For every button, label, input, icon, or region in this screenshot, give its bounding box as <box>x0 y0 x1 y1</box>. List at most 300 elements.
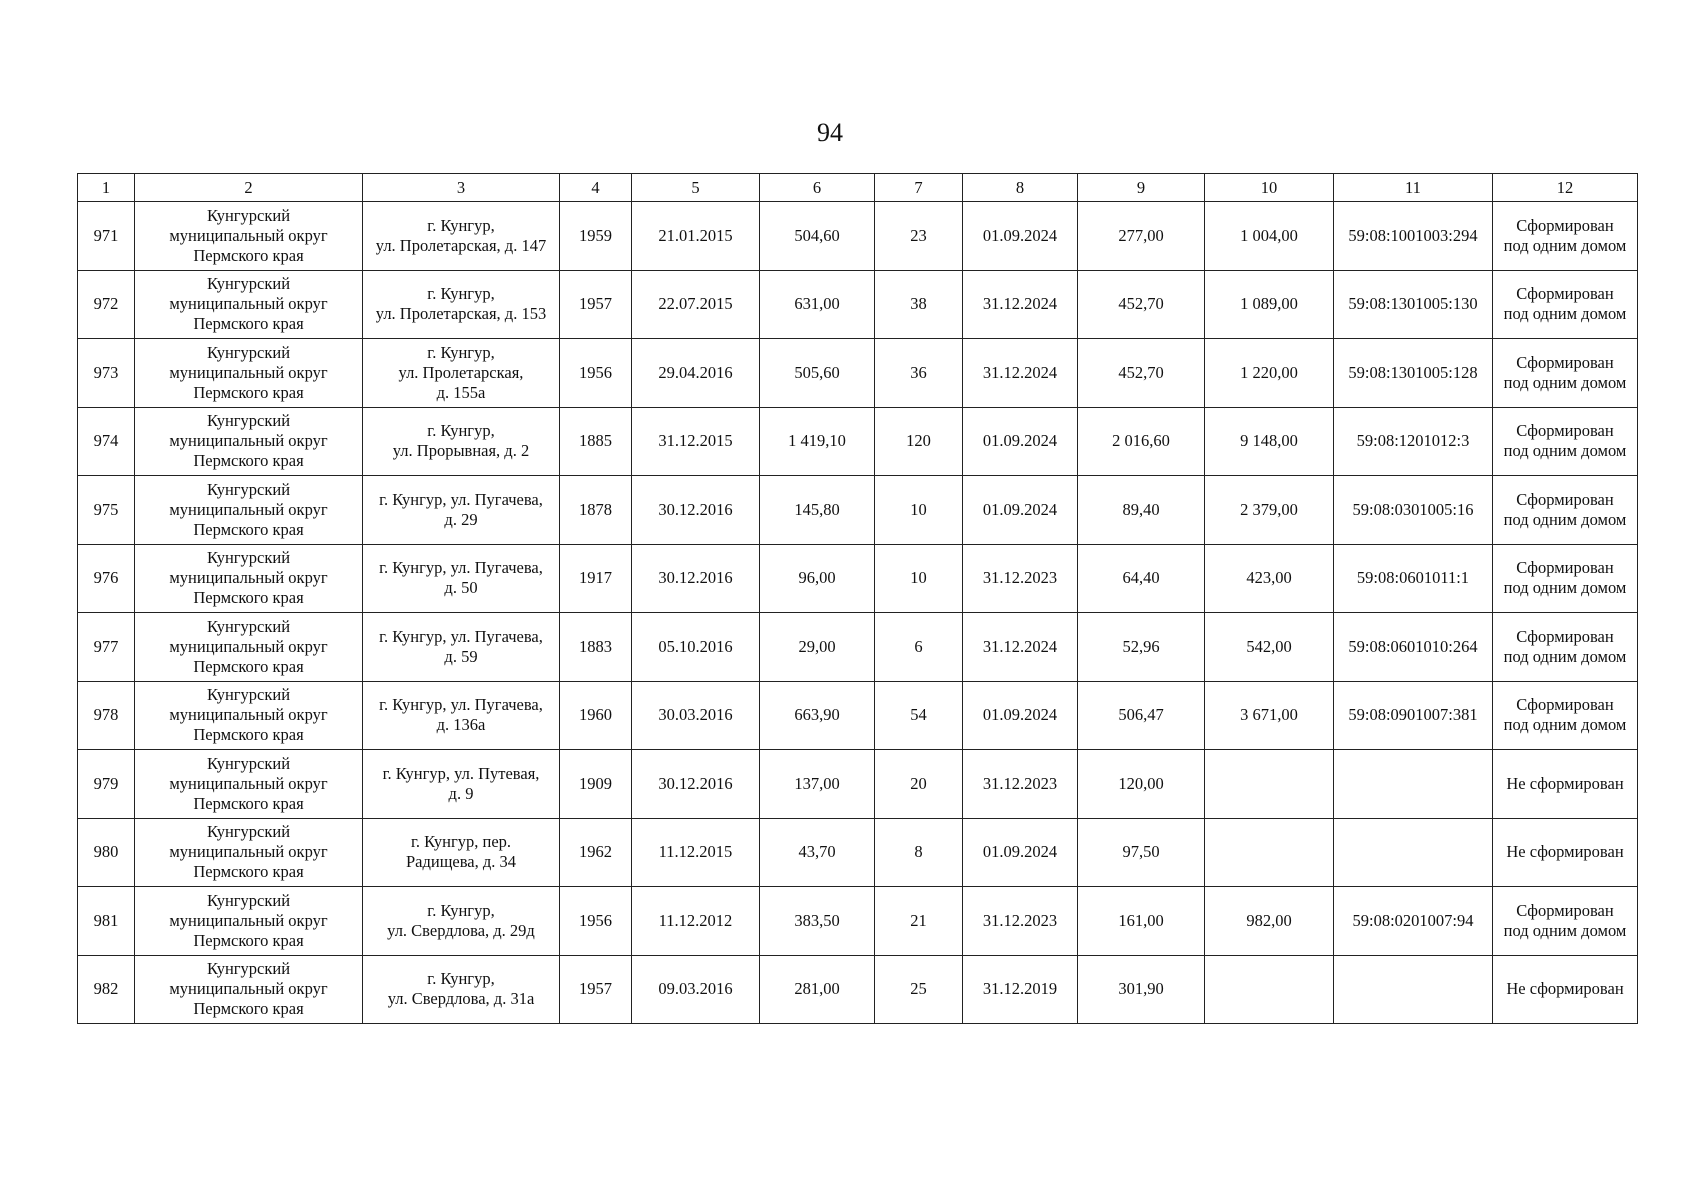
column-header-12: 12 <box>1493 174 1638 202</box>
cell-year-built <box>560 955 632 1024</box>
cell-text: 973 <box>93 362 119 382</box>
cell-land-area <box>1205 407 1334 476</box>
cell-date <box>632 818 760 887</box>
cell-year-built <box>560 613 632 682</box>
cell-value <box>1078 681 1205 750</box>
cell-text: 05.10.2016 <box>658 636 733 656</box>
cell-text: 1883 <box>579 636 612 656</box>
cell-text: 1960 <box>579 705 612 725</box>
cell-text: Не сформирован <box>1506 979 1624 999</box>
cell-text: г. Кунгур, ул. Пролетарская, д. 153 <box>375 284 547 324</box>
cell-text: г. Кунгур, ул. Пугачева, д. 59 <box>379 626 543 666</box>
cell-year-built <box>560 339 632 408</box>
cell-date <box>632 476 760 545</box>
cell-area <box>760 613 875 682</box>
cell-text: 01.09.2024 <box>982 499 1058 519</box>
cell-text: 1957 <box>579 294 612 314</box>
cell-text: 120 <box>906 431 931 451</box>
cell-count <box>875 202 963 271</box>
table-row <box>78 818 1638 887</box>
cell-text: 971 <box>93 225 119 245</box>
cell-text: 6 <box>914 636 923 656</box>
cell-text: 145,80 <box>794 499 840 519</box>
table-row <box>78 202 1638 271</box>
cell-text: 1878 <box>579 499 612 519</box>
cell-address <box>363 887 560 956</box>
cell-text: 59:08:0901007:381 <box>1348 705 1478 725</box>
cell-date <box>632 750 760 819</box>
cell-count <box>875 750 963 819</box>
table-row <box>78 407 1638 476</box>
cell-area <box>760 955 875 1024</box>
cell-date-2 <box>963 818 1078 887</box>
cell-date-2 <box>963 750 1078 819</box>
cell-year-built <box>560 476 632 545</box>
cell-text: г. Кунгур, пер. Радищева, д. 34 <box>405 832 517 872</box>
cell-date-2 <box>963 407 1078 476</box>
cell-cadastral-number <box>1334 270 1493 339</box>
cell-area <box>760 407 875 476</box>
cell-text: 978 <box>93 705 119 725</box>
cell-text: Сформирован под одним домом <box>1503 558 1627 598</box>
cell-text: 631,00 <box>794 294 840 314</box>
cell-land-area <box>1205 818 1334 887</box>
cell-value <box>1078 955 1205 1024</box>
cell-address <box>363 750 560 819</box>
table-body <box>78 202 1638 1024</box>
cell-text: 59:08:0601010:264 <box>1348 636 1478 656</box>
cell-text: Кунгурский муниципальный округ Пермского края <box>169 342 328 402</box>
cell-text: 976 <box>93 568 119 588</box>
cell-text: 10 <box>910 568 927 588</box>
cell-municipality <box>135 955 363 1024</box>
cell-date-2 <box>963 613 1078 682</box>
cell-text: 01.09.2024 <box>982 431 1058 451</box>
table-row <box>78 613 1638 682</box>
cell-text: 2 016,60 <box>1112 431 1170 451</box>
cell-text: 30.03.2016 <box>658 705 733 725</box>
cell-date-2 <box>963 681 1078 750</box>
cell-status <box>1493 750 1638 819</box>
cell-address <box>363 681 560 750</box>
cell-count <box>875 818 963 887</box>
cell-text: 1956 <box>579 362 612 382</box>
cell-municipality <box>135 613 363 682</box>
cell-text: Кунгурский муниципальный округ Пермского края <box>169 479 328 539</box>
cell-date-2 <box>963 202 1078 271</box>
cell-text: 11.12.2012 <box>658 910 733 930</box>
cell-row-number <box>78 544 135 613</box>
cell-text: 31.12.2024 <box>982 362 1058 382</box>
cell-value <box>1078 339 1205 408</box>
cell-text: 383,50 <box>794 910 840 930</box>
table-row <box>78 544 1638 613</box>
cell-cadastral-number <box>1334 407 1493 476</box>
cell-address <box>363 407 560 476</box>
cell-value <box>1078 202 1205 271</box>
cell-date <box>632 887 760 956</box>
cell-year-built <box>560 544 632 613</box>
cell-cadastral-number <box>1334 202 1493 271</box>
column-header-7: 7 <box>875 174 963 202</box>
cell-count <box>875 476 963 545</box>
column-header-9: 9 <box>1078 174 1205 202</box>
cell-text: Сформирован под одним домом <box>1503 900 1627 940</box>
column-header-6: 6 <box>760 174 875 202</box>
table-row <box>78 955 1638 1024</box>
cell-text: 11.12.2015 <box>658 842 733 862</box>
cell-row-number <box>78 681 135 750</box>
cell-land-area <box>1205 955 1334 1024</box>
cell-municipality <box>135 750 363 819</box>
cell-cadastral-number <box>1334 476 1493 545</box>
cell-row-number <box>78 202 135 271</box>
cell-land-area <box>1205 339 1334 408</box>
cell-address <box>363 955 560 1024</box>
cell-count <box>875 544 963 613</box>
cell-text: Кунгурский муниципальный округ Пермского края <box>169 753 328 813</box>
cell-text: 979 <box>93 773 119 793</box>
cell-text: г. Кунгур, ул. Путевая, д. 9 <box>382 763 540 803</box>
cell-area <box>760 887 875 956</box>
cell-text: 59:08:1301005:128 <box>1348 362 1478 382</box>
column-header-2: 2 <box>135 174 363 202</box>
cell-text: 281,00 <box>794 979 840 999</box>
cell-municipality <box>135 270 363 339</box>
cell-text: 52,96 <box>1122 636 1160 656</box>
table-row <box>78 339 1638 408</box>
cell-date <box>632 681 760 750</box>
cell-area <box>760 202 875 271</box>
cell-area <box>760 544 875 613</box>
cell-text: 21.01.2015 <box>658 225 733 245</box>
cell-text: Кунгурский муниципальный округ Пермского края <box>169 822 328 882</box>
cell-text: 1885 <box>579 431 612 451</box>
cell-text: 504,60 <box>794 225 840 245</box>
cell-text: 974 <box>93 431 119 451</box>
cell-text: Кунгурский муниципальный округ Пермского края <box>169 685 328 745</box>
cell-text: 29.04.2016 <box>658 362 733 382</box>
cell-cadastral-number <box>1334 681 1493 750</box>
cell-text: Сформирован под одним домом <box>1503 421 1627 461</box>
cell-text: 01.09.2024 <box>982 842 1058 862</box>
cell-land-area <box>1205 613 1334 682</box>
cell-text: 1 419,10 <box>788 431 846 451</box>
cell-cadastral-number <box>1334 544 1493 613</box>
cell-date <box>632 407 760 476</box>
cell-text: 89,40 <box>1122 499 1160 519</box>
cell-land-area <box>1205 681 1334 750</box>
cell-count <box>875 407 963 476</box>
cell-text: 981 <box>93 910 119 930</box>
cell-text: 161,00 <box>1118 910 1164 930</box>
cell-year-built <box>560 887 632 956</box>
column-header-10: 10 <box>1205 174 1334 202</box>
cell-text: 01.09.2024 <box>982 225 1058 245</box>
cell-status <box>1493 202 1638 271</box>
cell-text: Сформирован под одним домом <box>1503 489 1627 529</box>
cell-text: 59:08:1201012:3 <box>1356 431 1470 451</box>
cell-address <box>363 339 560 408</box>
cell-text: 1959 <box>579 225 612 245</box>
cell-text: Кунгурский муниципальный округ Пермского края <box>169 890 328 950</box>
cell-text: Кунгурский муниципальный округ Пермского края <box>169 959 328 1019</box>
cell-text: 30.12.2016 <box>658 499 733 519</box>
cell-year-built <box>560 818 632 887</box>
cell-value <box>1078 750 1205 819</box>
cell-text: 542,00 <box>1246 636 1292 656</box>
cell-year-built <box>560 270 632 339</box>
cell-text: 59:08:1301005:130 <box>1348 294 1478 314</box>
cell-text: 120,00 <box>1118 773 1164 793</box>
cell-date <box>632 613 760 682</box>
cell-date <box>632 544 760 613</box>
cell-municipality <box>135 887 363 956</box>
cell-value <box>1078 270 1205 339</box>
cell-text: 43,70 <box>798 842 836 862</box>
cell-date <box>632 339 760 408</box>
cell-value <box>1078 407 1205 476</box>
cell-cadastral-number <box>1334 887 1493 956</box>
cell-value <box>1078 544 1205 613</box>
cell-year-built <box>560 202 632 271</box>
cell-address <box>363 818 560 887</box>
cell-text: 1957 <box>579 979 612 999</box>
cell-text: 29,00 <box>798 636 836 656</box>
cell-text: 452,70 <box>1118 362 1164 382</box>
cell-status <box>1493 544 1638 613</box>
cell-text: 59:08:0201007:94 <box>1352 910 1474 930</box>
cell-text: 64,40 <box>1122 568 1160 588</box>
cell-text: 31.12.2024 <box>982 636 1058 656</box>
cell-text: 8 <box>914 842 923 862</box>
cell-text: г. Кунгур, ул. Пугачева, д. 50 <box>379 558 543 598</box>
cell-row-number <box>78 750 135 819</box>
cell-area <box>760 750 875 819</box>
cell-text: 505,60 <box>794 362 840 382</box>
cell-text: г. Кунгур, ул. Пролетарская, д. 155а <box>398 342 524 402</box>
cell-text: 506,47 <box>1118 705 1164 725</box>
cell-area <box>760 339 875 408</box>
cell-text: 59:08:0601011:1 <box>1356 568 1470 588</box>
table-row <box>78 270 1638 339</box>
cell-area <box>760 270 875 339</box>
cell-row-number <box>78 818 135 887</box>
cell-text: г. Кунгур, ул. Прорывная, д. 2 <box>392 421 530 461</box>
cell-text: 301,90 <box>1118 979 1164 999</box>
cell-text: 277,00 <box>1118 225 1164 245</box>
cell-text: Не сформирован <box>1506 842 1624 862</box>
cell-row-number <box>78 887 135 956</box>
cell-text: 96,00 <box>798 568 836 588</box>
cell-land-area <box>1205 887 1334 956</box>
cell-text: 982,00 <box>1246 910 1292 930</box>
cell-text: Кунгурский муниципальный округ Пермского края <box>169 411 328 471</box>
cell-text: 22.07.2015 <box>658 294 733 314</box>
cell-date <box>632 270 760 339</box>
cell-land-area <box>1205 476 1334 545</box>
cell-text: 3 671,00 <box>1240 705 1298 725</box>
cell-municipality <box>135 544 363 613</box>
column-header-1: 1 <box>78 174 135 202</box>
cell-text: 663,90 <box>794 705 840 725</box>
table-row <box>78 887 1638 956</box>
cell-area <box>760 681 875 750</box>
cell-text: 31.12.2023 <box>982 568 1058 588</box>
cell-text: 452,70 <box>1118 294 1164 314</box>
cell-text: 9 148,00 <box>1240 431 1298 451</box>
cell-date <box>632 955 760 1024</box>
cell-status <box>1493 887 1638 956</box>
cell-count <box>875 681 963 750</box>
cell-text: 23 <box>910 225 927 245</box>
cell-text: 09.03.2016 <box>658 979 733 999</box>
cell-text: 97,50 <box>1122 842 1160 862</box>
table-row <box>78 476 1638 545</box>
cell-value <box>1078 613 1205 682</box>
column-header-3: 3 <box>363 174 560 202</box>
cell-status <box>1493 270 1638 339</box>
cell-municipality <box>135 202 363 271</box>
cell-text: г. Кунгур, ул. Пролетарская, д. 147 <box>375 215 547 255</box>
cell-text: 137,00 <box>794 773 840 793</box>
table-row <box>78 750 1638 819</box>
cell-text: 1 004,00 <box>1240 225 1298 245</box>
cell-text: 982 <box>93 979 119 999</box>
cell-count <box>875 955 963 1024</box>
housing-registry-table <box>77 173 1638 1024</box>
cell-status <box>1493 955 1638 1024</box>
cell-text: 30.12.2016 <box>658 568 733 588</box>
cell-text: 1 220,00 <box>1240 362 1298 382</box>
cell-address <box>363 544 560 613</box>
cell-text: 10 <box>910 499 927 519</box>
cell-text: 31.12.2019 <box>982 979 1058 999</box>
cell-date-2 <box>963 887 1078 956</box>
cell-text: 01.09.2024 <box>982 705 1058 725</box>
cell-text: г. Кунгур, ул. Пугачева, д. 136а <box>379 695 543 735</box>
column-header-11: 11 <box>1334 174 1493 202</box>
cell-row-number <box>78 270 135 339</box>
cell-land-area <box>1205 750 1334 819</box>
cell-text: 1917 <box>579 568 612 588</box>
cell-cadastral-number <box>1334 613 1493 682</box>
cell-text: 2 379,00 <box>1240 499 1298 519</box>
cell-text: Кунгурский муниципальный округ Пермского края <box>169 205 328 265</box>
cell-text: 423,00 <box>1246 568 1292 588</box>
cell-municipality <box>135 681 363 750</box>
cell-year-built <box>560 681 632 750</box>
cell-value <box>1078 887 1205 956</box>
cell-status <box>1493 476 1638 545</box>
cell-text: 59:08:0301005:16 <box>1352 499 1474 519</box>
cell-text: Не сформирован <box>1506 773 1624 793</box>
cell-date <box>632 202 760 271</box>
cell-date-2 <box>963 339 1078 408</box>
cell-text: Кунгурский муниципальный округ Пермского края <box>169 548 328 608</box>
cell-year-built <box>560 750 632 819</box>
cell-text: 977 <box>93 636 119 656</box>
cell-value <box>1078 476 1205 545</box>
cell-text: 20 <box>910 773 927 793</box>
cell-address <box>363 202 560 271</box>
cell-text: 1962 <box>579 842 612 862</box>
cell-row-number <box>78 613 135 682</box>
cell-text: 36 <box>910 362 927 382</box>
cell-text: 975 <box>93 499 119 519</box>
cell-municipality <box>135 476 363 545</box>
cell-text: г. Кунгур, ул. Свердлова, д. 29д <box>387 900 535 940</box>
cell-land-area <box>1205 202 1334 271</box>
column-header-8: 8 <box>963 174 1078 202</box>
cell-count <box>875 339 963 408</box>
cell-address <box>363 613 560 682</box>
cell-municipality <box>135 818 363 887</box>
cell-row-number <box>78 339 135 408</box>
cell-text: г. Кунгур, ул. Свердлова, д. 31а <box>387 969 535 1009</box>
cell-status <box>1493 613 1638 682</box>
cell-text: 1956 <box>579 910 612 930</box>
cell-text: 980 <box>93 842 119 862</box>
table-header-row <box>78 174 1638 202</box>
cell-value <box>1078 818 1205 887</box>
page-number: 94 <box>817 118 843 147</box>
cell-municipality <box>135 339 363 408</box>
cell-text: 31.12.2015 <box>658 431 733 451</box>
cell-count <box>875 270 963 339</box>
cell-cadastral-number <box>1334 955 1493 1024</box>
cell-text: 972 <box>93 294 119 314</box>
column-header-5: 5 <box>632 174 760 202</box>
cell-date-2 <box>963 476 1078 545</box>
cell-area <box>760 818 875 887</box>
cell-text: 31.12.2023 <box>982 773 1058 793</box>
cell-date-2 <box>963 270 1078 339</box>
cell-address <box>363 270 560 339</box>
cell-status <box>1493 407 1638 476</box>
cell-cadastral-number <box>1334 818 1493 887</box>
cell-text: г. Кунгур, ул. Пугачева, д. 29 <box>379 489 543 529</box>
cell-area <box>760 476 875 545</box>
cell-count <box>875 887 963 956</box>
cell-text: 1 089,00 <box>1240 294 1298 314</box>
cell-text: 25 <box>910 979 927 999</box>
cell-text: Сформирован под одним домом <box>1503 695 1627 735</box>
cell-date-2 <box>963 955 1078 1024</box>
cell-row-number <box>78 955 135 1024</box>
cell-text: 54 <box>910 705 927 725</box>
cell-row-number <box>78 476 135 545</box>
cell-text: Сформирован под одним домом <box>1503 626 1627 666</box>
cell-land-area <box>1205 270 1334 339</box>
cell-cadastral-number <box>1334 339 1493 408</box>
cell-row-number <box>78 407 135 476</box>
cell-land-area <box>1205 544 1334 613</box>
cell-text: Кунгурский муниципальный округ Пермского края <box>169 616 328 676</box>
cell-address <box>363 476 560 545</box>
cell-municipality <box>135 407 363 476</box>
cell-text: 31.12.2023 <box>982 910 1058 930</box>
cell-status <box>1493 681 1638 750</box>
cell-status <box>1493 339 1638 408</box>
column-header-4: 4 <box>560 174 632 202</box>
table-row <box>78 681 1638 750</box>
cell-text: 31.12.2024 <box>982 294 1058 314</box>
cell-text: Сформирован под одним домом <box>1503 352 1627 392</box>
cell-count <box>875 613 963 682</box>
cell-text: 30.12.2016 <box>658 773 733 793</box>
cell-year-built <box>560 407 632 476</box>
